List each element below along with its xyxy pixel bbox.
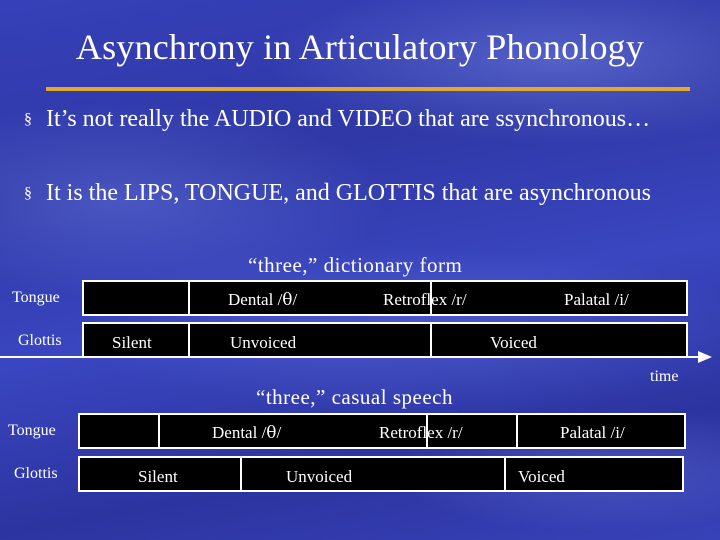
dictionary-tongue-palatal-segment	[430, 280, 688, 316]
casual-tongue-label: Tongue	[8, 422, 56, 439]
casual-tongue-palatal-label: Palatal /i/	[560, 423, 625, 442]
casual-glottis-unvoiced-label: Unvoiced	[286, 467, 353, 486]
slide-title: Asynchrony in Articulatory Phonology	[75, 27, 645, 67]
casual-glottis-voiced-label: Voiced	[518, 467, 565, 486]
time-axis-label: time	[650, 368, 679, 385]
casual-tongue-retroflex-label: Retroflex /r/	[379, 423, 463, 442]
casual-glottis-unvoiced-segment	[240, 456, 506, 492]
dictionary-glottis-voiced-label: Voiced	[490, 333, 537, 352]
title-underline	[46, 87, 690, 91]
dictionary-tongue-palatal-label: Palatal /i/	[564, 290, 629, 309]
time-axis-arrow-icon	[698, 351, 712, 363]
dictionary-tongue-dental-label: Dental /θ/	[228, 290, 298, 310]
dictionary-glottis-silent-label: Silent	[112, 333, 152, 352]
dictionary-glottis-unvoiced-segment	[188, 322, 432, 358]
casual-glottis-tier	[78, 456, 684, 492]
bullet-text: It is the LIPS, TONGUE, and GLOTTIS that are asynchronous	[46, 180, 652, 206]
casual-heading: “three,” casual speech	[256, 385, 453, 409]
dictionary-glottis-label: Glottis	[18, 332, 62, 349]
casual-glottis-label: Glottis	[14, 465, 58, 482]
dictionary-tongue-label: Tongue	[12, 289, 60, 306]
bullet-marker-icon: §	[24, 111, 32, 128]
bullet-text: It’s not really the AUDIO and VIDEO that are ssynchronous…	[46, 106, 651, 132]
dictionary-glottis-tier	[82, 322, 688, 358]
dictionary-tongue-tier	[82, 280, 688, 316]
casual-tongue-dental-label: Dental /θ/	[212, 423, 282, 443]
dictionary-glottis-unvoiced-label: Unvoiced	[230, 333, 297, 352]
dictionary-heading: “three,” dictionary form	[248, 253, 463, 277]
casual-tongue-tier	[78, 413, 686, 449]
bullet-marker-icon: §	[24, 185, 32, 202]
dictionary-tongue-retroflex-label: Retroflex /r/	[383, 290, 467, 309]
casual-glottis-silent-label: Silent	[138, 467, 178, 486]
time-axis-line	[0, 356, 700, 358]
